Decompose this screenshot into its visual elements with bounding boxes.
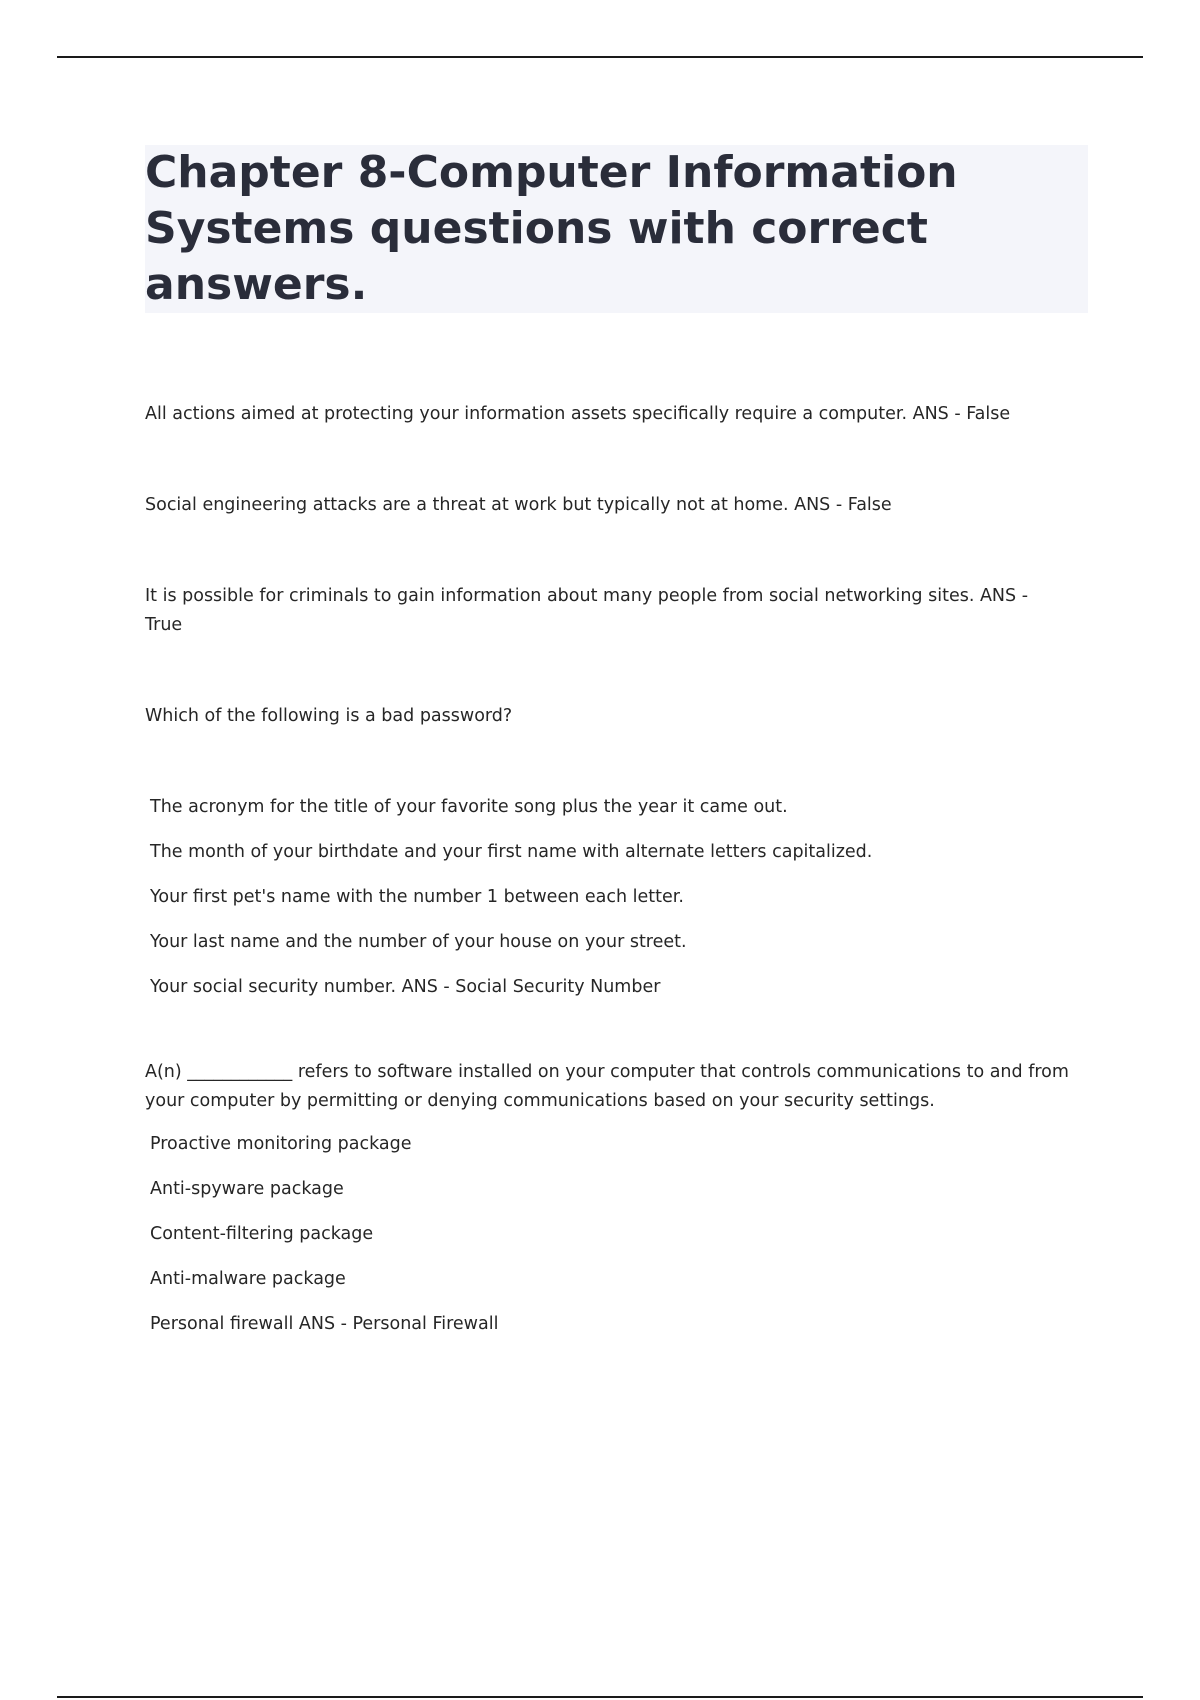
question-5-options (145, 1122, 1070, 1347)
question-5: A(n) ____________ refers to software installed on your computer that controls communications to and from your computer by permitting or denying communications based on your security settings. (145, 1062, 1069, 1111)
option-item: Proactive monitoring package (150, 1134, 412, 1154)
option-item: Anti-malware package (150, 1269, 346, 1289)
footer-rule (57, 1696, 1143, 1698)
option-item: Your social security number. ANS - Social Security Number (150, 977, 661, 997)
document-title: Chapter 8-Computer Information Systems questions with correct answers. (145, 147, 958, 310)
title-banner (145, 145, 1088, 313)
option-item: The month of your birthdate and your first name with alternate letters capitalized. (150, 842, 873, 862)
option-item: The acronym for the title of your favorite song plus the year it came out. (150, 797, 788, 817)
document-body (145, 400, 1070, 1347)
option-item: Your first pet's name with the number 1 between each letter. (150, 887, 684, 907)
option-item: Your last name and the number of your house on your street. (150, 932, 687, 952)
option-item: Content-filtering package (150, 1224, 374, 1244)
option-item: Anti-spyware package (150, 1179, 344, 1199)
question-4: Which of the following is a bad password? (145, 706, 513, 726)
question-3: It is possible for criminals to gain information about many people from social networking sites. ANS - True (145, 586, 1029, 635)
option-item: Personal firewall ANS - Personal Firewall (150, 1314, 499, 1334)
question-4-options (145, 785, 1070, 1010)
header-rule (57, 56, 1143, 58)
question-2: Social engineering attacks are a threat at work but typically not at home. ANS - False (145, 495, 892, 515)
question-1: All actions aimed at protecting your information assets specifically require a computer. ANS - False (145, 404, 1011, 424)
